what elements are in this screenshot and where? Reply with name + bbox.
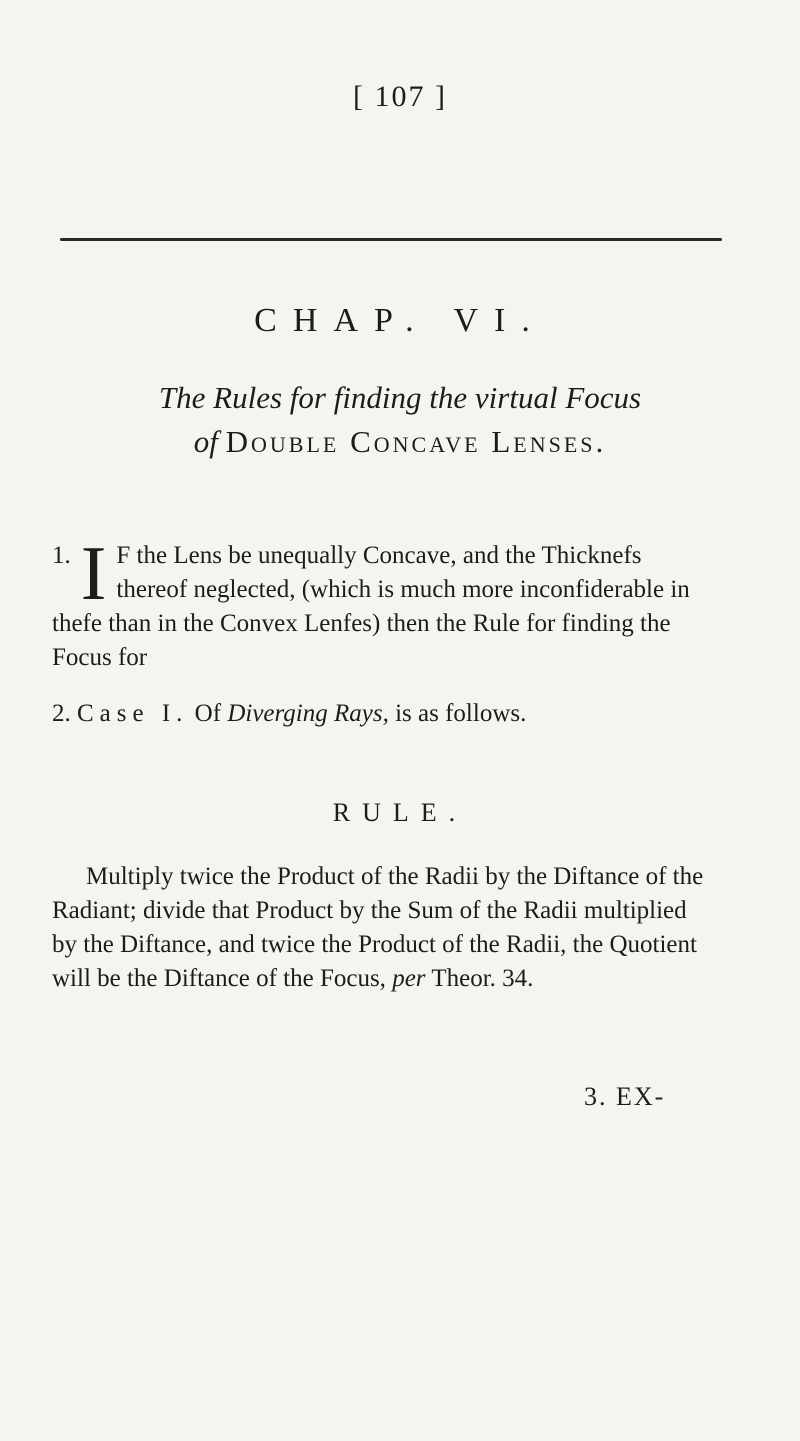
chapter-title — [60, 376, 740, 464]
paragraph-3 — [52, 860, 712, 996]
paragraph-2-rest: is as follows. — [395, 700, 527, 727]
catchword: 3. EX- — [584, 1082, 666, 1111]
paragraph-3-end: Theor. 34. — [431, 965, 534, 992]
chapter-heading: CHAP. VI. — [254, 302, 546, 339]
paragraph-1-text: F the Lens be unequally Concave, and the Thicknefs thereof neglected, (which is much more inconfiderable in thefe than in the Convex Lenfes) then the Rule for finding the Focus for — [52, 542, 690, 671]
page-number: [ 107 ] — [353, 80, 447, 113]
title-caps: Double Concave Lenses. — [225, 424, 607, 459]
paragraph-1 — [52, 530, 712, 675]
header-rule — [60, 238, 722, 241]
title-italic: The Rules for finding the virtual Focus — [158, 380, 642, 415]
drop-cap: I — [80, 530, 107, 616]
diverging-rays: Diverging Rays, — [227, 700, 389, 727]
paragraph-3-text: Multiply twice the Product of the Radii by the Diftance of the Radiant; divide that Product by the Sum of the Radii multiplied by the Diftance, and twice the Product of the Radii, the Quotient will be the Diftance of the Focus, — [52, 863, 704, 992]
per-word: per — [392, 965, 426, 992]
case-label: Case I. — [77, 700, 189, 727]
paragraph-2-number: 2. — [52, 700, 71, 727]
rule-heading: RULE. — [332, 798, 468, 827]
paragraph-2 — [52, 697, 712, 731]
paragraph-1-number: 1. — [52, 542, 71, 569]
paragraph-2-of: Of — [194, 700, 222, 727]
title-of: of — [193, 424, 218, 459]
